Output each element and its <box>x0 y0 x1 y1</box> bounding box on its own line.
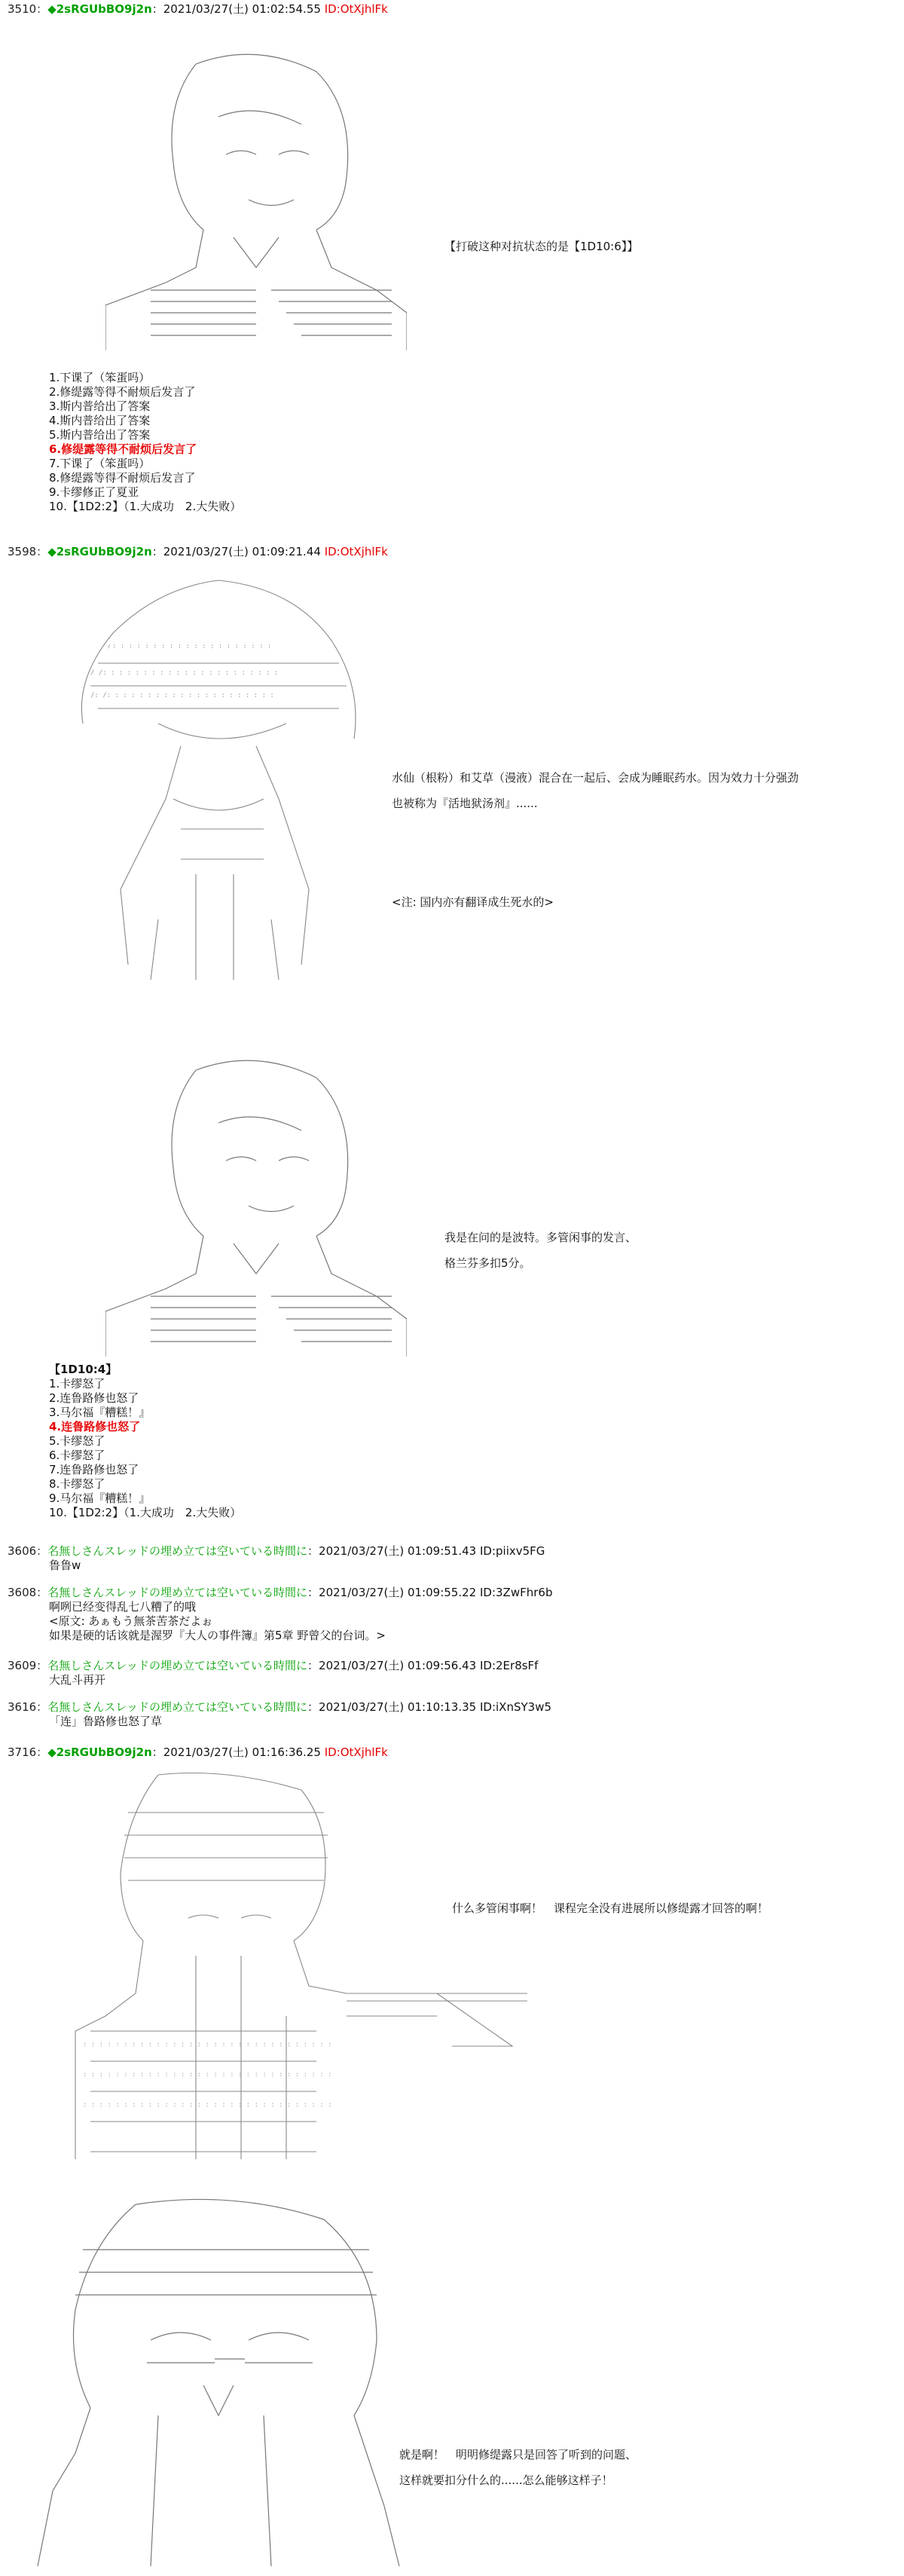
post-header <box>8 1585 889 1600</box>
svg-text:: : : : : : : : : : : : : : :: : : : : : : : : : : : : : : : : : : : : : : : : : : : : : : : <box>83 2041 332 2048</box>
ascii-art-girl-glasses <box>23 2189 414 2574</box>
poster-trip: ◆2sRGUbBO9j2n <box>47 1745 152 1759</box>
list-item: 7.下课了（笨蛋吗） <box>49 457 151 470</box>
post-date: ：2021/03/27(土) 01:10:13.35 <box>307 1700 477 1714</box>
post-number[interactable]: 3608： <box>8 1586 48 1599</box>
list-item-selected: 4.连鲁路修也怒了 <box>49 1420 141 1433</box>
svg-text:: : : : : : : : : : : : : : :: : : : : : : : : : : : : : : : : : : : : : : : : : : : : : : : <box>83 2101 332 2109</box>
post-header <box>8 544 889 559</box>
post-text: 「连」鲁路修也怒了草 <box>49 1715 163 1728</box>
post-date: ：2021/03/27(土) 01:09:55.22 <box>307 1586 477 1599</box>
list-item: 8.卡缪怒了 <box>49 1477 105 1491</box>
svg-text:/ /: : : : : : : : : : : : : :: / /: : : : : : : : : : : : : : : : : : : : : : <box>90 669 279 677</box>
list-item: 3.斯内普给出了答案 <box>49 399 151 413</box>
ascii-art-girl-pointing <box>60 1767 527 2174</box>
caption-3598-note: <注: 国内亦有翻译成生死水的> <box>392 895 554 909</box>
post-header <box>8 1658 889 1673</box>
caption-3510: 【打破这种对抗状态的是【1D10:6】】 <box>444 240 639 253</box>
post-header <box>8 1699 889 1715</box>
list-item: 7.连鲁路修也怒了 <box>49 1463 139 1476</box>
post-text: 啊咧已经变得乱七八糟了的哦 <box>49 1600 197 1614</box>
post-header <box>8 1745 889 1760</box>
dice-result: 【1D10:4】 <box>49 1363 118 1376</box>
poster-id[interactable]: ID:iXnSY3w5 <box>479 1700 552 1714</box>
post-date: ：2021/03/27(土) 01:16:36.25 <box>151 1745 321 1759</box>
post-3716 <box>8 1745 889 1760</box>
post-3609 <box>8 1658 889 1687</box>
post-date: ：2021/03/27(土) 01:09:21.44 <box>151 545 321 558</box>
poster-trip: ◆2sRGUbBO9j2n <box>47 545 152 558</box>
post-3598-body <box>8 1363 889 1520</box>
post-text: 大乱斗再开 <box>49 1673 106 1687</box>
list-item: 5.卡缪怒了 <box>49 1434 105 1448</box>
svg-text:: : : : : : : : : : : : : : :: : : : : : : : : : : : : : : : : : : : : : : : : : : : : : : : <box>83 2071 332 2079</box>
list-item: 3.马尔福『糟糕！』 <box>49 1406 151 1419</box>
post-number[interactable]: 3598： <box>8 545 48 558</box>
poster-name: 名無しさんスレッドの埋め立ては空いている時間に <box>47 1586 308 1599</box>
poster-id[interactable]: ID:OtXjhlFk <box>324 545 388 558</box>
list-item: 2.连鲁路修也怒了 <box>49 1391 139 1405</box>
list-item: 4.斯内普给出了答案 <box>49 414 151 427</box>
post-header <box>8 1543 889 1559</box>
post-number[interactable]: 3606： <box>8 1544 48 1558</box>
ascii-art-snape <box>68 573 369 995</box>
list-item: 2.修缇露等得不耐烦后发言了 <box>49 385 196 399</box>
poster-id[interactable]: ID:2Er8sFf <box>479 1659 539 1672</box>
svg-text:ィ: : : : : : : : : : : : : : :: ィ: : : : : : : : : : : : : : : : : : : : <box>105 643 272 650</box>
list-item: 9.马尔福『糟糕！』 <box>49 1491 151 1505</box>
post-3598 <box>8 544 889 559</box>
post-number[interactable]: 3616： <box>8 1700 48 1714</box>
caption-3598-potion: 水仙（根粉）和艾草（漫液）混合在一起后、会成为睡眠药水。因为效力十分强劲 也被称为『活地狱汤剂』...... <box>392 771 799 810</box>
post-number[interactable]: 3609： <box>8 1659 48 1672</box>
post-number[interactable]: 3510： <box>8 2 48 16</box>
poster-name: 名無しさんスレッドの埋め立ては空いている時間に <box>47 1659 308 1672</box>
list-item: 8.修缇露等得不耐烦后发言了 <box>49 471 196 485</box>
list-item: 9.卡缪修正了夏亚 <box>49 485 139 499</box>
post-text: 鲁鲁w <box>49 1559 81 1572</box>
poster-id[interactable]: ID:OtXjhlFk <box>324 1745 388 1759</box>
list-item: 6.卡缪怒了 <box>49 1449 105 1462</box>
list-item: 1.下课了（笨蛋吗） <box>49 371 151 384</box>
post-header <box>8 2 889 17</box>
poster-id[interactable]: ID:3ZwFhr6b <box>479 1586 553 1599</box>
list-item: 10.【1D2:2】（1.大成功 2.大失败） <box>49 500 242 513</box>
poster-id[interactable]: ID:piixv5FG <box>479 1544 545 1558</box>
poster-name: 名無しさんスレッドの埋め立ては空いている時間に <box>47 1700 308 1714</box>
list-item: 10.【1D2:2】（1.大成功 2.大失败） <box>49 1506 242 1519</box>
post-date: ：2021/03/27(土) 01:09:56.43 <box>307 1659 477 1672</box>
svg-text:/: /: : : : : : : : : : : : :: /: /: : : : : : : : : : : : : : : : : : : : : <box>90 692 274 699</box>
post-text: <原文: あぁもう無茶苦茶だよぉ <box>49 1614 213 1628</box>
post-3606 <box>8 1543 889 1573</box>
list-item: 5.斯内普给出了答案 <box>49 428 151 442</box>
post-3608 <box>8 1585 889 1643</box>
list-item: 1.卡缪怒了 <box>49 1377 105 1390</box>
post-date: ：2021/03/27(土) 01:09:51.43 <box>307 1544 477 1558</box>
post-3510-body <box>8 371 889 514</box>
post-3616 <box>8 1699 889 1729</box>
poster-name: 名無しさんスレッドの埋め立ては空いている時間に <box>47 1544 308 1558</box>
caption-3716-2: 就是啊！ 明明修缇露只是回答了听到的问题、 这样就要扣分什么的......怎么能够这样子！ <box>399 2448 637 2487</box>
ascii-art-teacher-2 <box>105 1048 407 1364</box>
caption-3598-deduct: 我是在问的是波特。多管闲事的发言、 格兰芬多扣5分。 <box>444 1231 637 1270</box>
list-item-selected: 6.修缇露等得不耐烦后发言了 <box>49 442 197 456</box>
poster-id[interactable]: ID:OtXjhlFk <box>324 2 388 16</box>
post-number[interactable]: 3716： <box>8 1745 48 1759</box>
post-date: ：2021/03/27(土) 01:02:54.55 <box>151 2 321 16</box>
post-text: 如果是硬的话该就是渥罗『大人の事件簿』第5章 野曾父的台词。> <box>49 1629 386 1642</box>
caption-3716-1: 什么多管闲事啊！ 课程完全没有进展所以修缇露才回答的啊！ <box>452 1901 769 1915</box>
post-3510 <box>8 2 889 17</box>
poster-trip: ◆2sRGUbBO9j2n <box>47 2 152 16</box>
ascii-art-teacher-1 <box>105 41 407 358</box>
